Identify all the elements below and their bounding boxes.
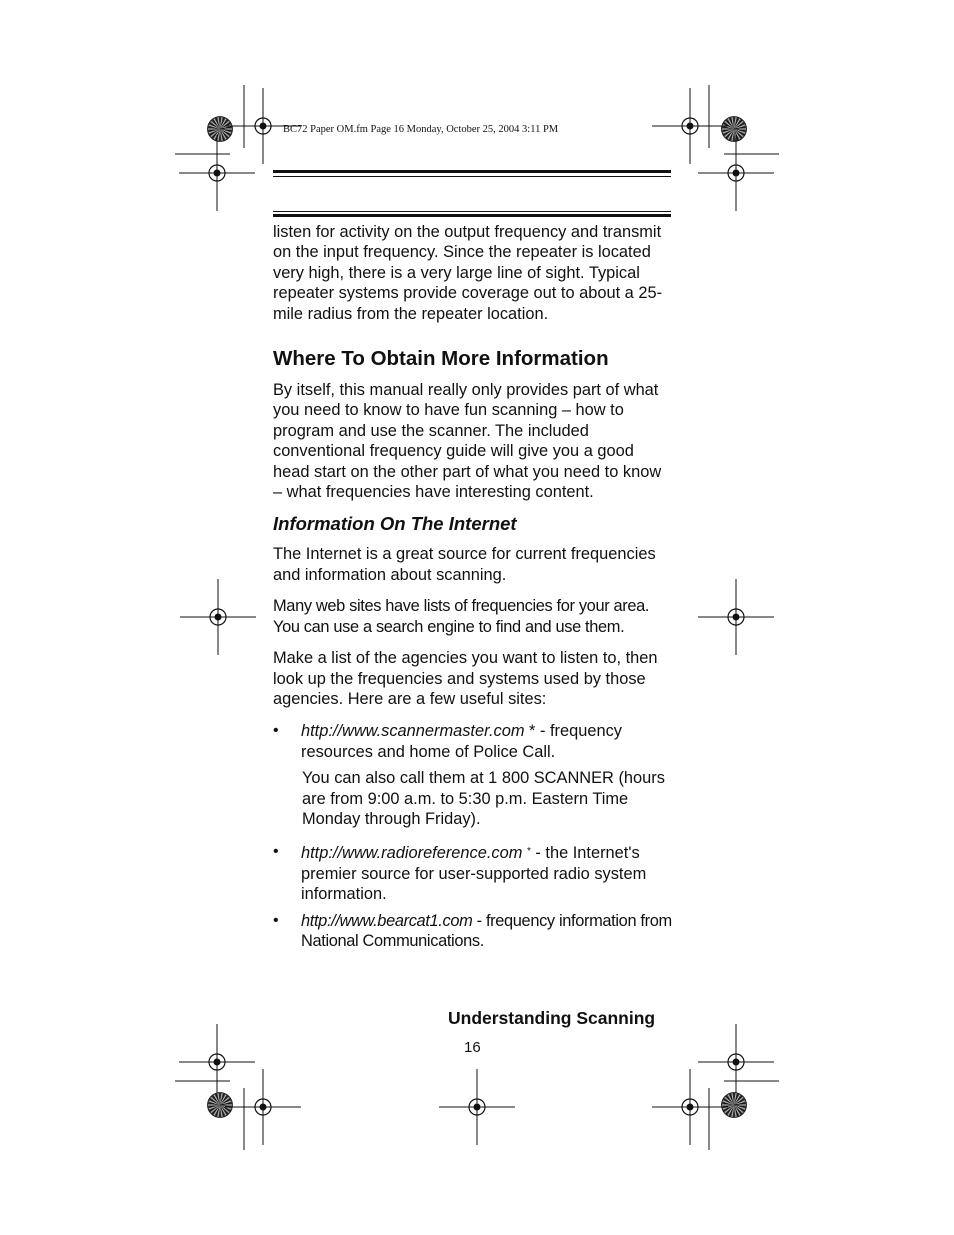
- web-sites-paragraph: Many web sites have lists of frequencies for your area. You can use a search engine to find and use them.: [273, 597, 650, 636]
- list-item-text: - frequency resources and home of Police Call.: [301, 722, 622, 761]
- registration-mark-dot: [215, 614, 222, 621]
- registration-mark-dot: [214, 1059, 221, 1066]
- bullet-marker: •: [273, 843, 279, 861]
- link-radioreference[interactable]: http://www.radioreference.com: [301, 844, 523, 863]
- bullet-marker: •: [273, 722, 279, 740]
- link-scannermaster[interactable]: http://www.scannermaster.com: [301, 722, 525, 741]
- header-rule-thin-lower: [273, 211, 671, 212]
- section-heading: Where To Obtain More Information: [273, 347, 609, 371]
- page-body: [273, 222, 673, 951]
- footnote-star: *: [529, 722, 536, 741]
- header-rule-thick-lower: [273, 214, 671, 217]
- registration-mark-dot: [260, 123, 267, 130]
- registration-mark-dot: [214, 170, 221, 177]
- registration-mark-dot: [733, 170, 740, 177]
- list-item-text: - the Internet's premier source for user-supported radio system information.: [301, 844, 647, 904]
- internet-paragraph: The Internet is a great source for current frequencies and information about scanning.: [273, 545, 656, 584]
- header-rule-thick: [273, 170, 671, 173]
- list-item: [273, 911, 673, 952]
- list-item: [273, 721, 673, 829]
- list-item: [273, 842, 673, 904]
- sub-heading: Information On The Internet: [273, 513, 517, 535]
- link-bearcat1[interactable]: http://www.bearcat1.com: [301, 911, 473, 930]
- registration-mark-dot: [474, 1104, 481, 1111]
- list-item-text: - frequency information from National Communications.: [301, 911, 672, 950]
- list-item-note: You can also call them at 1 800 SCANNER (hours are from 9:00 a.m. to 5:30 p.m. Eastern Time Monday through Friday).: [302, 769, 665, 828]
- intro-paragraph: listen for activity on the output frequency and transmit on the input frequency. Since the repeater is located very high, there is a very large line of sight. Typical repeater systems provide coverage out to about a 25-mile radius from the repeater location.: [273, 223, 663, 323]
- bullet-marker: •: [273, 911, 279, 929]
- registration-mark-dot: [260, 1104, 267, 1111]
- file-slug: BC72 Paper OM.fm Page 16 Monday, October 25, 2004 3:11 PM: [283, 124, 559, 135]
- header-rule-thin: [273, 176, 671, 177]
- registration-mark-dot: [687, 123, 694, 130]
- registration-mark-dot: [733, 614, 740, 621]
- agencies-paragraph: Make a list of the agencies you want to listen to, then look up the frequencies and systems used by those agencies. Here are a few useful sites:: [273, 649, 658, 708]
- registration-mark-dot: [687, 1104, 694, 1111]
- registration-mark-dot: [733, 1059, 740, 1066]
- page-number: 16: [464, 1039, 481, 1056]
- footnote-star: *: [526, 846, 531, 858]
- section-paragraph: By itself, this manual really only provides part of what you need to know to have fun scanning – how to program and use the scanner. The included conventional frequency guide will give you a good head start on the other part of what you need to know – what frequencies have interesting content.: [273, 381, 662, 502]
- footer-section-title: Understanding Scanning: [448, 1008, 656, 1028]
